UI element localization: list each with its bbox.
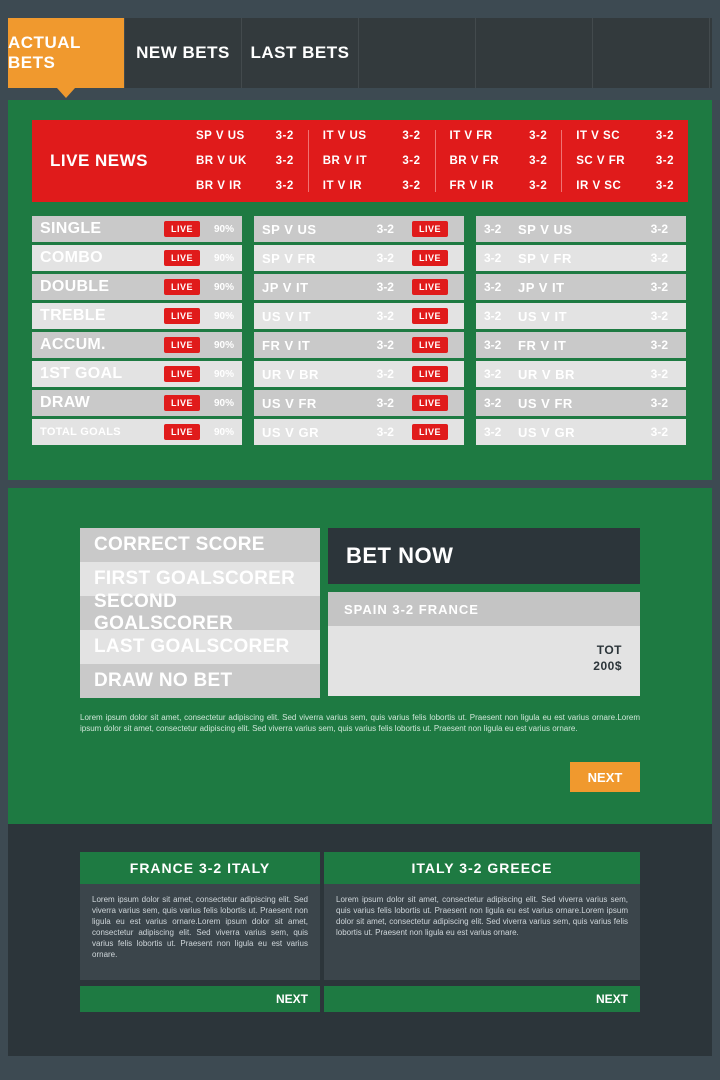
bet-selection[interactable] [328,592,640,626]
list-item[interactable] [32,303,242,329]
match-label: FR V IT [518,337,567,353]
match-score: 3-2 [275,130,294,142]
live-badge: LIVE [164,279,200,295]
match-label: SP V FR [262,250,316,266]
odd-left: 3-2 [484,396,502,410]
match-score: 3-2 [402,130,421,142]
next-button[interactable] [570,762,640,792]
score-option-list [80,528,320,698]
match-label: UR V BR [518,366,575,382]
bet-type-percent: 90% [213,281,234,293]
list-item[interactable] [32,216,242,242]
live-news-item[interactable] [196,180,294,192]
bet-type-label: 1ST GOAL [40,365,123,382]
score-option-label: FIRST GOALSCORER [94,568,296,589]
live-news-column [182,130,308,192]
live-badge: LIVE [412,337,448,353]
bet-type-percent: 90% [213,339,234,351]
bet-total-value: 200$ [593,659,622,673]
live-lists [32,216,688,456]
live-badge: LIVE [412,279,448,295]
match-label: SP V US [196,130,245,142]
match-list-middle [254,216,464,456]
odd-right: 3-2 [650,338,668,352]
next-button-label: NEXT [595,992,628,1006]
list-item[interactable] [476,216,686,242]
score-option-second-goalscorer[interactable] [80,591,320,634]
match-label: US V IT [262,308,312,324]
bet-type-percent: 90% [213,310,234,322]
tab-bar [8,18,712,88]
odd-right: 3-2 [650,425,668,439]
result-card-title: ITALY 3-2 GREECE [324,852,640,884]
odd-left: 3-2 [484,338,502,352]
list-item[interactable] [476,245,686,271]
score-option-label: DRAW NO BET [94,670,233,691]
match-label: SP V US [262,221,317,237]
match-label: US V FR [262,395,317,411]
live-badge: LIVE [412,395,448,411]
match-score: 3-2 [529,180,548,192]
odd-right: 3-2 [650,396,668,410]
odd-right: 3-2 [650,280,668,294]
match-score: 3-2 [529,130,548,142]
match-label: US V GR [518,424,575,440]
bet-now-body [328,592,640,696]
match-label: IT V IR [322,180,363,192]
match-label: BR V IR [196,180,242,192]
match-label: IT V FR [449,130,493,142]
list-item[interactable] [476,303,686,329]
match-label: SP V US [518,221,573,237]
list-item[interactable] [476,419,686,445]
list-item[interactable] [254,361,464,387]
match-label: BR V IT [322,155,368,167]
result-card-next-button[interactable] [324,986,640,1012]
live-badge: LIVE [164,366,200,382]
tab-empty-3[interactable] [593,18,710,88]
list-item[interactable] [254,390,464,416]
live-news-item[interactable] [576,130,674,142]
list-item[interactable] [254,332,464,358]
result-card-france-italy [80,852,320,1012]
list-item[interactable] [32,361,242,387]
betslip-description: Lorem ipsum dolor sit amet, consectetur adipiscing elit. Sed viverra varius sem, quis varius felis lobortis ut. Praesent non ligula eu est varius ornare.Lorem ipsum dolor sit amet, consectetur adipiscing elit. Sed viverra varius sem, quis varius felis lobortis ut. Praesent non ligula eu est varius ornare. [80,713,640,733]
bet-now-title: BET NOW [346,543,454,568]
bet-type-label: DOUBLE [40,278,110,295]
match-score: 3-2 [376,251,394,265]
bet-total [328,626,640,674]
live-news-item[interactable] [323,180,421,192]
live-badge: LIVE [412,250,448,266]
match-label: SP V FR [518,250,572,266]
odd-left: 3-2 [484,251,502,265]
list-item[interactable] [254,419,464,445]
bet-total-label: TOT [596,643,622,657]
bet-type-label: COMBO [40,249,103,266]
odd-right: 3-2 [650,222,668,236]
match-score: 3-2 [402,155,421,167]
list-item[interactable] [32,332,242,358]
live-badge: LIVE [412,308,448,324]
match-label: IT V US [322,130,367,142]
bet-selection-label: SPAIN 3-2 FRANCE [344,601,479,617]
live-news-item[interactable] [576,155,674,167]
tab-last-bets[interactable] [242,18,359,88]
result-card-body: Lorem ipsum dolor sit amet, consectetur adipiscing elit. Sed viverra varius sem, quis varius felis lobortis ut. Praesent non ligula eu est varius ornare.Lorem ipsum dolor sit amet, consectetur adipiscing elit. Sed viverra varius sem, quis varius felis lobortis ut. Praesent non ligula eu est varius ornare. [324,884,640,980]
match-score: 3-2 [529,155,548,167]
bet-type-label: ACCUM. [40,336,106,353]
match-label: SC V FR [576,155,626,167]
list-item[interactable] [254,245,464,271]
match-list-right [476,216,686,456]
live-badge: LIVE [164,337,200,353]
live-badge: LIVE [164,308,200,324]
bet-type-label: DRAW [40,394,91,411]
match-label: IR V SC [576,180,622,192]
match-score: 3-2 [275,180,294,192]
live-news-column [308,130,435,192]
list-item[interactable] [254,216,464,242]
bet-type-list [32,216,242,456]
list-item[interactable] [476,390,686,416]
match-label: JP V IT [262,279,309,295]
bet-type-label: TOTAL GOALS [40,426,121,438]
match-score: 3-2 [376,280,394,294]
match-score: 3-2 [376,338,394,352]
match-label: FR V IT [262,337,311,353]
match-label: US V IT [518,308,568,324]
bet-type-percent: 90% [213,223,234,235]
live-badge: LIVE [412,366,448,382]
score-option-label: SECOND GOALSCORER [94,591,234,634]
list-item[interactable] [254,274,464,300]
match-label: US V GR [262,424,319,440]
odd-right: 3-2 [650,309,668,323]
live-news-column [561,130,688,192]
match-score: 3-2 [376,396,394,410]
live-news-item[interactable] [323,130,421,142]
live-news-banner [32,120,688,202]
tab-label: LAST BETS [250,43,350,62]
match-label: IT V SC [576,130,621,142]
list-item[interactable] [476,274,686,300]
match-label: UR V BR [262,366,319,382]
match-label: US V FR [518,395,573,411]
match-score: 3-2 [655,180,674,192]
live-news-item[interactable] [196,130,294,142]
result-card-title: FRANCE 3-2 ITALY [80,852,320,884]
match-score: 3-2 [376,425,394,439]
bet-type-label: SINGLE [40,220,102,237]
list-item[interactable] [476,361,686,387]
list-item[interactable] [254,303,464,329]
score-option-correct-score[interactable] [80,528,320,562]
live-badge: LIVE [412,424,448,440]
bet-type-label: TREBLE [40,307,106,324]
live-news-column [435,130,562,192]
match-label: FR V IR [449,180,494,192]
score-option-label: LAST GOALSCORER [94,636,290,657]
odd-left: 3-2 [484,222,502,236]
live-news-columns [182,120,688,202]
live-news-item[interactable] [450,180,548,192]
tab-label: NEW BETS [136,43,230,62]
match-score: 3-2 [402,180,421,192]
odd-left: 3-2 [484,425,502,439]
result-card-body: Lorem ipsum dolor sit amet, consectetur adipiscing elit. Sed viverra varius sem, quis varius felis lobortis ut. Praesent non ligula eu est varius ornare.Lorem ipsum dolor sit amet, consectetur adipiscing elit. Sed viverra varius sem, quis varius felis lobortis ut. Praesent non ligula eu est varius ornare. [80,884,320,980]
odd-left: 3-2 [484,367,502,381]
bet-type-percent: 90% [213,426,234,438]
list-item[interactable] [32,390,242,416]
next-button-label: NEXT [587,769,623,785]
score-option-label: CORRECT SCORE [94,534,265,555]
odd-left: 3-2 [484,309,502,323]
tab-actual-bets[interactable] [8,18,125,88]
score-option-draw-no-bet[interactable] [80,664,320,698]
live-news-item[interactable] [576,180,674,192]
match-score: 3-2 [376,309,394,323]
live-news-item[interactable] [450,155,548,167]
match-label: BR V UK [196,155,247,167]
match-score: 3-2 [376,367,394,381]
live-news-item[interactable] [323,155,421,167]
live-badge: LIVE [164,250,200,266]
list-item[interactable] [32,274,242,300]
tab-empty-1[interactable] [359,18,476,88]
list-item[interactable] [32,245,242,271]
tab-new-bets[interactable] [125,18,242,88]
tab-label: ACTUAL BETS [8,33,81,72]
live-badge: LIVE [164,424,200,440]
live-news-item[interactable] [196,155,294,167]
match-label: JP V IT [518,279,565,295]
live-badge: LIVE [164,395,200,411]
result-card-italy-greece [324,852,640,1012]
live-badge: LIVE [412,221,448,237]
odd-right: 3-2 [650,367,668,381]
live-news-title: LIVE NEWS [50,151,149,170]
live-badge: LIVE [164,221,200,237]
odd-left: 3-2 [484,280,502,294]
match-score: 3-2 [655,155,674,167]
match-label: BR V FR [449,155,499,167]
result-card-next-button[interactable] [80,986,320,1012]
odd-right: 3-2 [650,251,668,265]
bet-type-percent: 90% [213,368,234,380]
tab-empty-2[interactable] [476,18,593,88]
match-score: 3-2 [655,130,674,142]
bet-now-header [328,528,640,584]
bet-type-percent: 90% [213,252,234,264]
bet-type-percent: 90% [213,397,234,409]
match-score: 3-2 [376,222,394,236]
next-button-label: NEXT [275,992,308,1006]
score-option-last-goalscorer[interactable] [80,630,320,664]
list-item[interactable] [476,332,686,358]
live-news-item[interactable] [450,130,548,142]
list-item[interactable] [32,419,242,445]
match-score: 3-2 [275,155,294,167]
